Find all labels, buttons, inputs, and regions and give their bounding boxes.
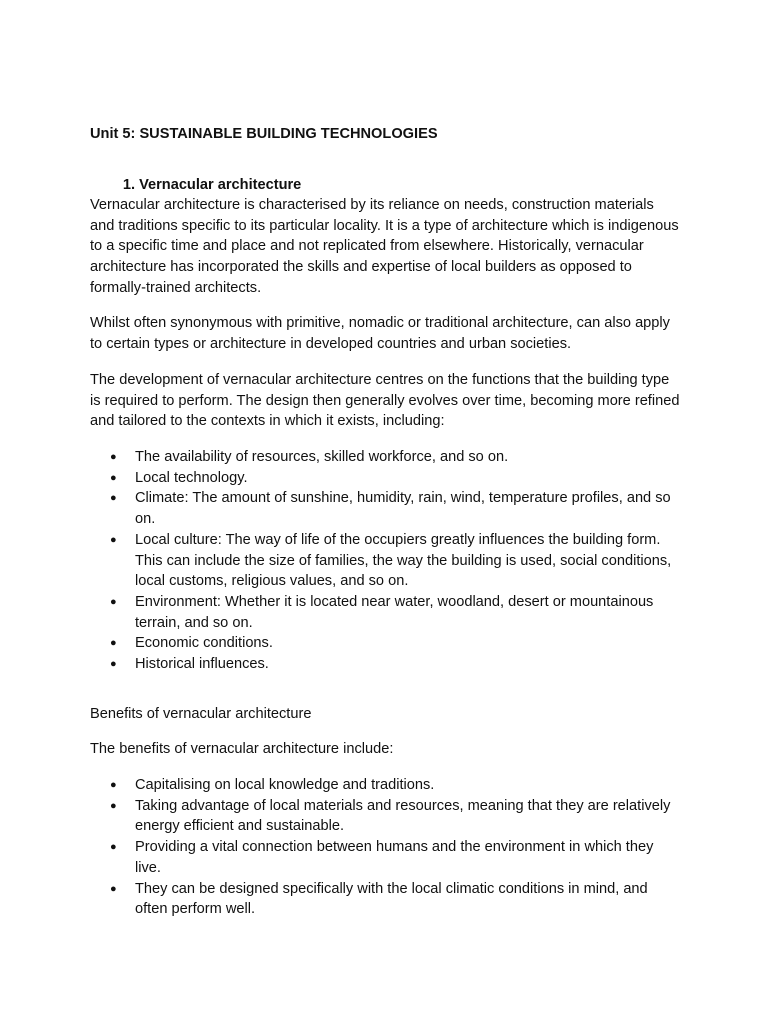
list-item-text: Local culture: The way of life of the occupiers greatly influences the building form. This can include the size of families, the way the building is used, social conditions, local customs, religious values, and so on. [135, 531, 672, 590]
list-item-text: Local technology. [135, 469, 248, 486]
list-item-text: Providing a vital connection between humans and the environment in which they live. [135, 839, 654, 876]
bullet-icon: ● [110, 451, 117, 463]
list-item [90, 775, 680, 796]
bullet-icon: ● [110, 533, 117, 546]
bullet-icon: ● [110, 658, 117, 671]
list-item [90, 530, 680, 592]
paragraph-synonyms: Whilst often synonymous with primitive, nomadic or traditional architecture, can also apply to certain types or architecture in developed countries and urban societies. [90, 315, 670, 352]
list-item [90, 633, 680, 654]
document-title: Unit 5: SUSTAINABLE BUILDING TECHNOLOGIES [90, 126, 438, 142]
section-number: 1. [122, 177, 135, 193]
list-item-text: Economic conditions. [135, 635, 273, 652]
bullet-icon: ● [110, 779, 117, 791]
list-item-text: Environment: Whether it is located near water, woodland, desert or mountainous terrain, and so on. [135, 593, 654, 631]
list-item-text: Taking advantage of local materials and resources, meaning that they are relatively energy efficient and sustainable. [135, 797, 671, 835]
benefits-intro: The benefits of vernacular architecture include: [90, 741, 394, 757]
bullet-icon: ● [110, 841, 117, 854]
list-item-text: Capitalising on local knowledge and traditions. [135, 777, 435, 793]
list-item [90, 592, 680, 633]
benefits-heading: Benefits of vernacular architecture [90, 706, 312, 722]
paragraph-development: The development of vernacular architecture centres on the functions that the building type is required to perform. The design then generally evolves over time, becoming more refined and tailored to the contexts in which it exists, including: [90, 372, 680, 430]
bullet-icon: ● [110, 471, 117, 484]
section-heading [90, 175, 301, 196]
list-item-text: The availability of resources, skilled workforce, and so on. [135, 449, 509, 465]
list-item-text: Climate: The amount of sunshine, humidity, rain, wind, temperature profiles, and so on. [135, 490, 671, 528]
list-item-text: They can be designed specifically with the local climatic conditions in mind, and often perform well. [135, 880, 648, 918]
bullet-icon: ● [110, 637, 117, 650]
list-item [90, 654, 680, 675]
list-item [90, 488, 680, 529]
bullet-icon: ● [110, 492, 117, 505]
bullet-icon: ● [110, 882, 117, 895]
list-item-text: Historical influences. [135, 656, 269, 673]
benefits-list [90, 775, 680, 920]
list-item [90, 796, 680, 837]
bullet-icon: ● [110, 595, 117, 608]
paragraph-definition: Vernacular architecture is characterised by its reliance on needs, construction materials and traditions specific to its particular locality. It is a type of architecture which is indigenous to a specific time and place and not replicated from elsewhere. Historically, vernacular architecture has incorporated the skills and expertise of local builders as opposed to formally-trained architects. [90, 197, 679, 296]
list-item [90, 879, 680, 920]
section-title: Vernacular architecture [139, 177, 302, 193]
list-item [90, 447, 680, 468]
list-item [90, 837, 680, 878]
factors-list [90, 447, 680, 675]
list-item [90, 468, 680, 489]
bullet-icon: ● [110, 799, 117, 812]
